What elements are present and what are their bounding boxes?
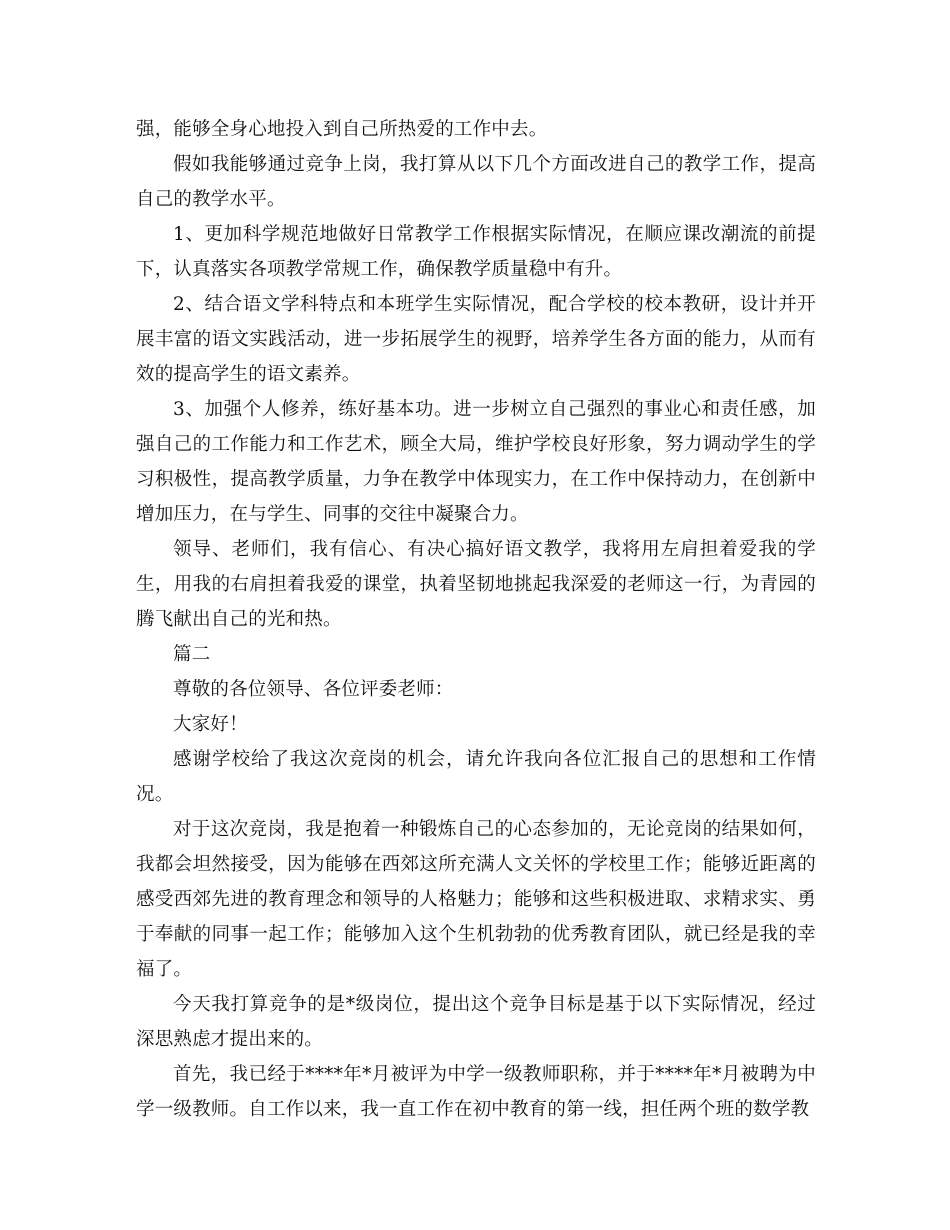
paragraph-qualifications: 首先，我已经于****年*月被评为中学一级教师职称，并于****年*月被聘为中学一级教师。自工作以来，我一直工作在初中教育的第一线，担任两个班的数学教 <box>136 1064 816 1120</box>
greeting: 大家好！ <box>173 714 248 735</box>
paragraph-thanks: 感谢学校给了我这次竞岗的机会，请允许我向各位汇报自己的思想和工作情况。 <box>136 749 816 805</box>
paragraph-plan-item-3: 3、加强个人修养，练好基本功。进一步树立自己强烈的事业心和责任感，加强自己的工作能力和工作艺术，顾全大局，维护学校良好形象，努力调动学生的学习积极性，提高教学质量，力争在教学中体现实力，在工作中保持动力，在创新中增加压力，在与学生、同事的交往中凝聚合力。 <box>136 399 816 525</box>
paragraph-plan-item-2: 2、结合语文学科特点和本班学生实际情况，配合学校的校本教研，设计并开展丰富的语文实践活动，进一步拓展学生的视野，培养学生各方面的能力，从而有效的提高学生的语文素养。 <box>136 294 816 385</box>
paragraph-plan-intro: 假如我能够通过竞争上岗，我打算从以下几个方面改进自己的教学工作，提高自己的教学水平。 <box>136 154 816 210</box>
paragraph-attitude: 对于这次竞岗，我是抱着一种锻炼自己的心态参加的，无论竞岗的结果如何，我都会坦然接受，因为能够在西郊这所充满人文关怀的学校里工作；能够近距离的感受西郊先进的教育理念和领导的人格魅力；能够和这些积极进取、求精求实、勇于奉献的同事一起工作；能够加入这个生机勃勃的优秀教育团队，就已经是我的幸福了。 <box>136 819 816 980</box>
section-heading: 篇二 <box>173 644 211 665</box>
paragraph-closing: 领导、老师们，我有信心、有决心搞好语文教学，我将用左肩担着爱我的学生，用我的右肩担着我爱的课堂，执着坚韧地挑起我深爱的老师这一行，为青园的腾飞献出自己的光和热。 <box>136 539 816 630</box>
paragraph-plan-item-1: 1、更加科学规范地做好日常教学工作根据实际情况，在顺应课改潮流的前提下，认真落实各项教学常规工作，确保教学质量稳中有升。 <box>136 224 816 280</box>
paragraph-goal: 今天我打算竞争的是*级岗位，提出这个竞争目标是基于以下实际情况，经过深思熟虑才提出来的。 <box>136 994 816 1050</box>
salutation: 尊敬的各位领导、各位评委老师： <box>173 679 454 700</box>
paragraph-continuation: 强，能够全身心地投入到自己所热爱的工作中去。 <box>136 119 548 140</box>
